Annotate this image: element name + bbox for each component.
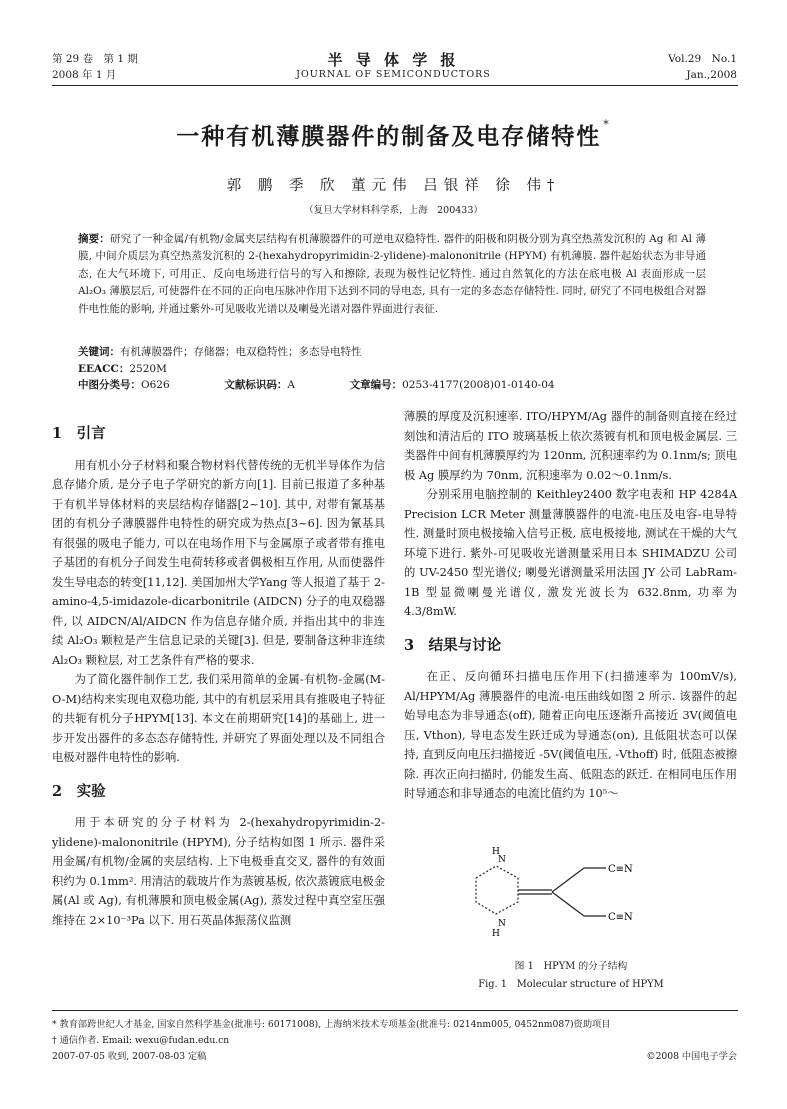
volume-issue-en: Vol.29 No.1 xyxy=(668,53,737,65)
affiliation: （复旦大学材料科学系，上海 200433） xyxy=(304,205,483,216)
author-list: 郭 鹏 季 欣 董元伟 吕银祥 徐 伟† xyxy=(226,178,561,194)
section-2-paragraph-2: 分别采用电脑控制的 Keithley2400 数字电表和 HP 4284A Precision LCR Meter 测量薄膜器件的电流-电压及电容-电导特性. 测量时顶电极接输入信号正极, 底电极接地, 测试在干燥的大气环境下进行. 紫外-可见吸收光谱测量采用日本 SHIMADZU 公司的 UV-2450 型光谱仪; 喇曼光谱测量采用法国 JY 公司 LabRam-1B 型显微喇曼光谱仪, 激发光波长为 632.8nm, 功率为 4.3/8mW. xyxy=(404,488,737,618)
cyano-group-bottom: C≡N xyxy=(608,912,633,923)
header-rule xyxy=(52,85,738,86)
section-2-title: 2 实验 xyxy=(52,782,106,800)
paper-title: 一种有机薄膜器件的制备及电存储特性 * xyxy=(176,118,611,150)
abstract xyxy=(78,231,706,318)
section-2-paragraph-1: 用于本研究的分子材料为 2-(hexahydropyrimidin-2-ylidene)-malononitrile (HPYM), 分子结构如图 1 所示. 器件采用金属/有机物/金属的夹层结构. 上下电极垂直交叉, 器件的有效面积约为 0.1mm². 用清洁的载玻片作为蒸镀基板, 依次蒸镀底电极金属(Al 或 Ag), 有机薄膜和顶电极金属(Ag), 蒸发过程中真空室压强维持在 2×10⁻³Pa 以下. 用石英晶体振荡仪监测 xyxy=(52,816,386,927)
atom-label-n-bottom: N xyxy=(498,919,506,929)
funding-footnote: * 教育部跨世纪人才基金, 国家自然科学基金(批准号: 60171008), 上海纳米技术专项基金(批准号: 0214nm005, 0452nm087)资助项目 xyxy=(52,1019,611,1030)
section-3-paragraph-1: 在正、反向循环扫描电压作用下(扫描速率为 100mV/s), Al/HPYM/Ag 薄膜器件的电流-电压曲线如图 2 所示. 该器件的起始导电态为非导通态(off), 随着正向电压逐渐升高接近 3V(阈值电压, Vthon), 导电态发生跃迁成为导通态(on), 且低阻状态可以保持, 直到反向电压扫描接近 -5V(阈值电压, -Vthoff) 时, 低阻态被擦除. 再次正向扫描时, 仍能发生高、低阻态的跃迁. 在相同电压作用时导通态和非导通态的电流比值约为 10⁵～ xyxy=(404,670,737,800)
section-1-title: 1 引言 xyxy=(52,425,106,442)
journal-title-en: JOURNAL OF SEMICONDUCTORS xyxy=(296,69,491,80)
copyright: ©2008 中国电子学会 xyxy=(646,1051,737,1062)
figure-caption-cn: 图 1 HPYM 的分子结构 xyxy=(514,961,628,972)
right-column xyxy=(404,407,737,804)
left-column xyxy=(52,410,385,930)
footnote-rule xyxy=(52,1010,738,1011)
volume-issue-cn: 第 29 卷 第 1 期 xyxy=(52,53,138,65)
section-2-continued: 薄膜的厚度及沉积速率. ITO/HPYM/Ag 器件的制备则直接在经过刻蚀和清洁后的 ITO 玻璃基板上依次蒸镀有机和顶电极金属层. 三类器件中间有机薄膜厚约为 120nm, 沉积速率约为 0.1nm/s; 顶电极 Ag 膜厚约为 70nm, 沉积速率为 0.02～0.1nm/s. xyxy=(404,410,737,482)
date-cn: 2008 年 1 月 xyxy=(52,69,117,81)
section-3-title: 3 结果与讨论 xyxy=(404,636,502,654)
keywords: 关键词：有机薄膜器件；存储器；电双稳特性；多态导电特性 xyxy=(78,346,362,358)
section-1-paragraph-2: 为了简化器件制作工艺, 我们采用简单的金属-有机物-金属(M-O-M)结构来实现电双稳功能, 其中的有机层采用具有推吸电子特征的共轭有机分子HPYM[13]. 本文在前期研究[14]的基础上, 进一步开发出器件的多态态存储特性, 并研究了界面处理以及不同组合电极对器件电特性的影响. xyxy=(52,673,385,764)
atom-label-h-top: H xyxy=(492,847,500,857)
section-1-paragraph-1: 用有机小分子材料和聚合物材料代替传统的无机半导体作为信息存储介质, 是分子电子学研究的新方向[1]. 目前已报道了多种基于有机半导体材料的夹层结构存储器[2~10]. 其中, 对带有氰基基团的有机分子薄膜器件电特性的研究成为热点[3~6]. 因为氰基具有很强的吸电子能力, 可以在电场作用下与金属原子或者带有推电子基团的有机分子间发生电荷转移或者偶极相互作用, 从而使器件发生导电态的转变[11,12]. 美国加州大学Yang 等人报道了基于 2-amino-4,5-imidazole-dicarbonitrile (AIDCN) 分子的电双稳器件, 以 AIDCN/Al/AIDCN 作为信息存储介质, 并指出其中的非连续 Al₂O₃ 颗粒是产生信息记录的关键[3]. 但是, 要制备这种非连续 Al₂O₃ 颗粒层, 对工艺条件有严格的要求. xyxy=(52,458,385,667)
date-en: Jan.,2008 xyxy=(686,69,737,81)
atom-label-h-bottom: H xyxy=(492,929,500,939)
atom-label-n-top: N xyxy=(498,855,506,865)
cyano-group-top: C≡N xyxy=(608,864,633,875)
journal-title-cn: 半 导 体 学 报 xyxy=(327,51,460,69)
abstract-text: 研究了一种金属/有机物/金属夹层结构有机薄膜器件的可逆电双稳特性. 器件的阳极和阴极分别为真空热蒸发沉积的 Ag 和 Al 薄膜, 中间介质层为真空热蒸发沉积的 2-(hexahydropyrimidin-2-ylidene)-malononitrile (HPYM) 有机薄膜. 器件起始状态为非导通态, 在大气环境下, 可用正、反向电场进行信号的写入和擦除, 表现为极性记忆特性. 通过自然氧化的方法在底电极 Al 表面形成一层 Al₂O₃ 薄膜层后, 可使器件在不同的正向电压脉冲作用下达到不同的导电态, 具有一定的多态态存储特性. 同时, 研究了不同电极组合对器件电性能的影响, 并通过紫外-可见吸收光谱以及喇曼光谱对器件界面进行表征. xyxy=(78,233,706,315)
corresponding-author-footnote: † 通信作者. Email: wexu@fudan.edu.cn xyxy=(52,1035,230,1046)
hpym-structure-figure xyxy=(456,838,670,946)
eeacc: EEACC：2520M xyxy=(78,363,167,375)
title-footnote-mark: * xyxy=(603,118,611,131)
received-dates: 2007-07-05 收到, 2007-08-03 定稿 xyxy=(52,1051,207,1062)
figure-caption-en: Fig. 1 Molecular structure of HPYM xyxy=(478,979,664,990)
classification-line: 中图分类号：O626 文献标识码：A 文章编号：0253-4177(2008)01-0140-04 xyxy=(78,379,555,391)
abstract-label: 摘要： xyxy=(78,233,110,245)
